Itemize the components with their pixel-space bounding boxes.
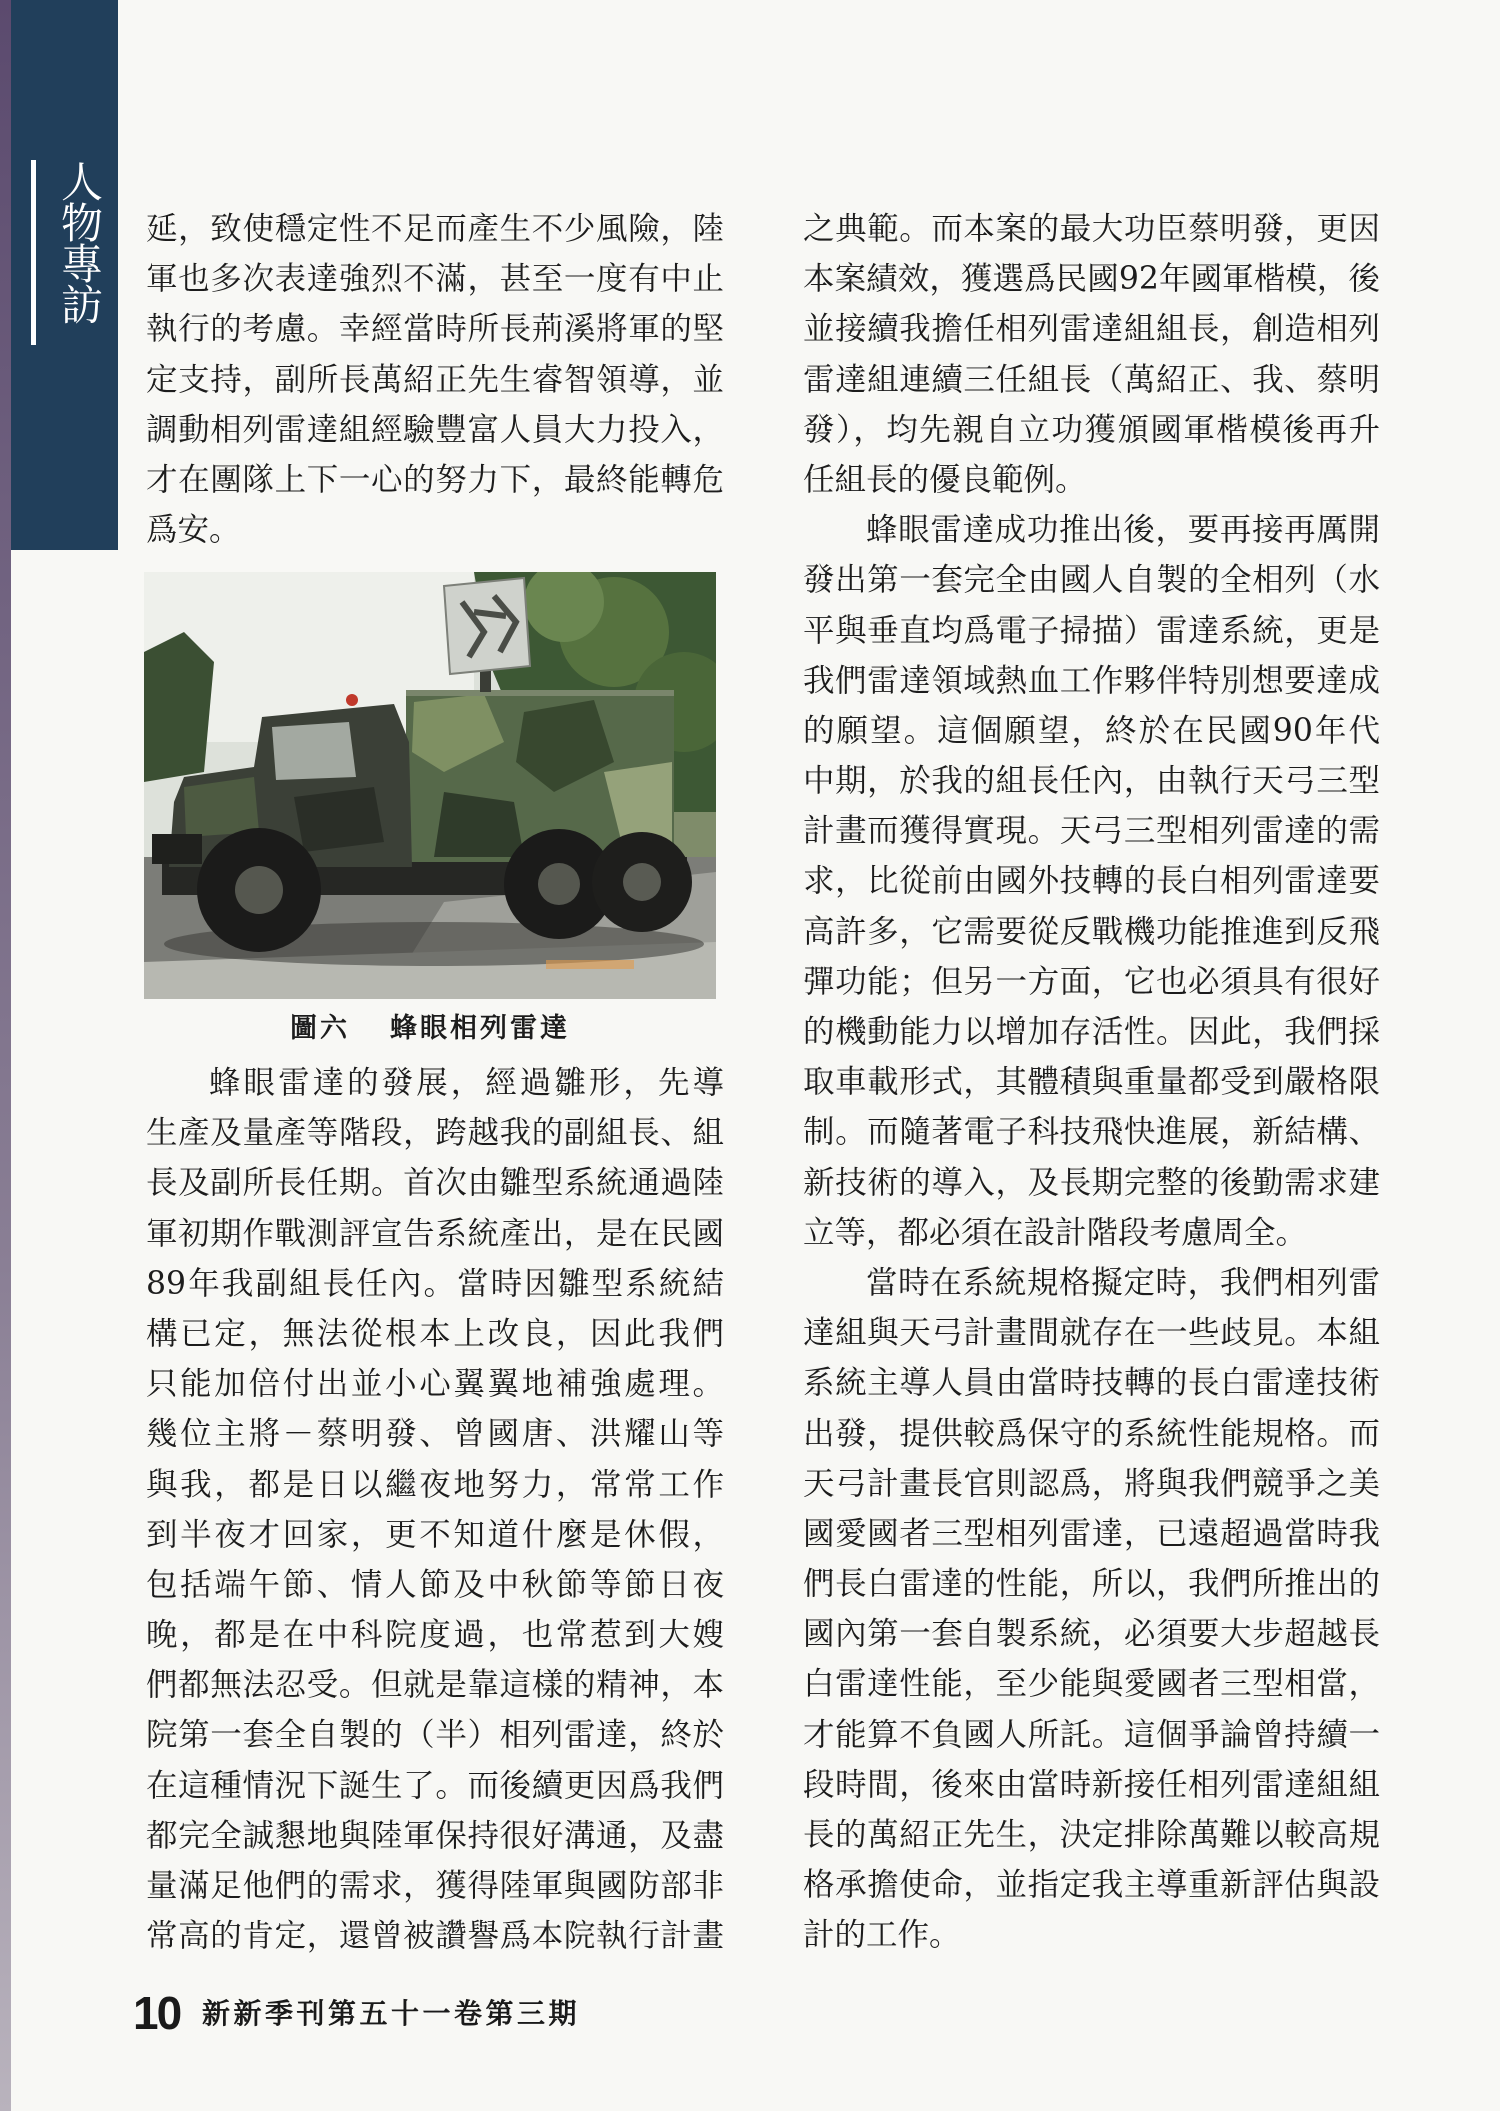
text-line: 計畫而獲得實現。天弓三型相列雷達的需 xyxy=(803,813,1380,850)
paragraph xyxy=(803,1258,1380,1961)
text-line: 彈功能；但另一方面，它也必須具有很好 xyxy=(803,963,1380,1000)
date-stamp xyxy=(546,960,634,969)
text-line: 系統主導人員由當時技轉的長白雷達技術 xyxy=(803,1365,1380,1402)
text-line: 到半夜才回家，更不知道什麼是休假， xyxy=(146,1516,724,1553)
text-line: 的願望。這個願望，終於在民國90年代 xyxy=(803,712,1380,749)
text-line: 中期，於我的組長任內，由執行天弓三型 xyxy=(803,763,1380,800)
text-line: 與我，都是日以繼夜地努力，常常工作 xyxy=(146,1466,724,1503)
front-bumper xyxy=(152,834,202,864)
radar-truck-photo xyxy=(144,572,716,999)
text-line: 才在團隊上下一心的努力下，最終能轉危 xyxy=(146,461,724,498)
text-line: 只能加倍付出並小心翼翼地補強處理。 xyxy=(146,1366,724,1403)
windshield xyxy=(272,722,356,780)
text-line: 在這種情況下誕生了。而後續更因爲我們 xyxy=(146,1767,724,1804)
text-line: 的機動能力以增加存活性。因此，我們採 xyxy=(803,1014,1380,1050)
text-line: 發），均先親自立功獲頒國軍楷模後再升 xyxy=(803,411,1380,448)
text-line: 國愛國者三型相列雷達，已遠超過當時我 xyxy=(803,1515,1380,1552)
text-line: 長的萬紹正先生，決定排除萬難以較高規 xyxy=(803,1817,1380,1853)
right-column xyxy=(803,204,1380,1961)
text-line: 長及副所長任期。首次由雛型系統通過陸 xyxy=(146,1165,724,1202)
text-line: 白雷達性能，至少能與愛國者三型相當， xyxy=(803,1666,1380,1703)
text-line: 格承擔使命，並指定我主導重新評估與設 xyxy=(803,1867,1380,1904)
text-line: 並接續我擔任相列雷達組組長，創造相列 xyxy=(803,311,1380,348)
text-line: 任組長的優良範例。 xyxy=(803,461,1087,498)
paragraph xyxy=(146,1058,724,1961)
radar-antenna xyxy=(444,578,530,674)
text-line: 定支持，副所長萬紹正先生睿智領導，並 xyxy=(146,361,724,398)
text-line: 軍初期作戰測評宣告系統產出，是在民國 xyxy=(146,1215,724,1252)
figure-caption xyxy=(144,1009,716,1049)
paragraph xyxy=(803,204,1380,505)
text-line: 我們雷達領域熱血工作夥伴特別想要達成 xyxy=(803,662,1380,699)
text-line: 出發，提供較爲保守的系統性能規格。而 xyxy=(803,1415,1380,1452)
text-line: 89年我副組長任內。當時因雛型系統結 xyxy=(146,1265,724,1302)
text-line: 爲安。 xyxy=(146,512,241,549)
page-edge-strip xyxy=(0,0,11,2111)
section-tab-label: 人物專訪 xyxy=(55,160,104,324)
text-line: 生產及量產等階段，跨越我的副組長、組 xyxy=(146,1115,724,1152)
text-line: 新技術的導入，及長期完整的後勤需求建 xyxy=(803,1164,1380,1201)
text-line: 包括端午節、情人節及中秋節等節日夜 xyxy=(146,1566,724,1603)
beacon-light xyxy=(346,694,358,706)
figure-label: 圖六 xyxy=(290,1013,350,1044)
photo-canvas xyxy=(144,572,716,999)
text-line: 當時在系統規格擬定時，我們相列雷 xyxy=(866,1264,1380,1301)
text-line: 發出第一套完全由國人自製的全相列（水 xyxy=(803,562,1380,599)
publication-title: 新新季刊第五十一卷第三期 xyxy=(202,1997,581,2030)
text-line: 蜂眼雷達的發展，經過雛形，先導 xyxy=(209,1065,724,1101)
text-line: 雷達組連續三任組長（萬紹正、我、蔡明 xyxy=(803,361,1380,398)
left-column-bottom xyxy=(146,1058,724,1961)
paragraph xyxy=(803,505,1380,1258)
figure-title: 蜂眼相列雷達 xyxy=(390,1013,570,1044)
text-line: 國內第一套自製系統，必須要大步超越長 xyxy=(803,1616,1380,1653)
text-line: 院第一套全自製的（半）相列雷達，終於 xyxy=(146,1717,724,1754)
section-tab xyxy=(11,0,118,550)
text-line: 延，致使穩定性不足而產生不少風險，陸 xyxy=(146,211,724,247)
text-line: 計的工作。 xyxy=(803,1917,961,1954)
text-line: 求，比從前由國外技轉的長白相列雷達要 xyxy=(803,863,1380,900)
text-line: 們都無法忍受。但就是靠這樣的精神，本 xyxy=(146,1667,724,1704)
left-column-top xyxy=(146,204,724,555)
text-line: 蜂眼雷達成功推出後，要再接再厲開 xyxy=(866,512,1380,549)
text-line: 常高的肯定，還曾被讚譽爲本院執行計畫 xyxy=(146,1918,724,1955)
text-line: 之典範。而本案的最大功臣蔡明發，更因 xyxy=(803,211,1380,247)
rear-wheels xyxy=(504,829,692,939)
text-line: 本案績效，獲選爲民國92年國軍楷模，後 xyxy=(803,261,1380,298)
section-tab-rule xyxy=(31,160,36,345)
text-line: 取車載形式，其體積與重量都受到嚴格限 xyxy=(803,1064,1380,1101)
text-line: 構已定，無法從根本上改良，因此我們 xyxy=(146,1315,724,1352)
text-line: 軍也多次表達強烈不滿，甚至一度有中止 xyxy=(146,261,724,298)
paragraph xyxy=(146,204,724,555)
text-line: 幾位主將－蔡明發、曾國唐、洪耀山等 xyxy=(146,1416,724,1453)
text-line: 平與垂直均爲電子掃描）雷達系統，更是 xyxy=(803,612,1380,649)
text-line: 量滿足他們的需求，獲得陸軍與國防部非 xyxy=(146,1868,724,1904)
text-line: 高許多，它需要從反戰機功能推進到反飛 xyxy=(803,913,1380,950)
page-number: 10 xyxy=(133,1987,181,2039)
text-line: 才能算不負國人所託。這個爭論曾持續一 xyxy=(803,1716,1380,1753)
text-line: 們長白雷達的性能，所以，我們所推出的 xyxy=(803,1566,1380,1603)
text-line: 立等，都必須在設計階段考慮周全。 xyxy=(803,1214,1308,1251)
text-line: 天弓計畫長官則認爲，將與我們競爭之美 xyxy=(803,1465,1380,1502)
text-line: 制。而隨著電子科技飛快進展，新結構、 xyxy=(803,1114,1380,1151)
text-line: 達組與天弓計畫間就存在一些歧見。本組 xyxy=(803,1315,1380,1352)
text-line: 調動相列雷達組經驗豐富人員大力投入， xyxy=(146,411,724,448)
front-wheel xyxy=(197,828,321,952)
text-line: 段時間，後來由當時新接任相列雷達組組 xyxy=(803,1766,1380,1803)
text-line: 執行的考慮。幸經當時所長荊溪將軍的堅 xyxy=(146,311,724,348)
text-line: 都完全誠懇地與陸軍保持很好溝通，及盡 xyxy=(146,1817,724,1854)
text-line: 晚，都是在中科院度過，也常惹到大嫂 xyxy=(146,1617,724,1654)
